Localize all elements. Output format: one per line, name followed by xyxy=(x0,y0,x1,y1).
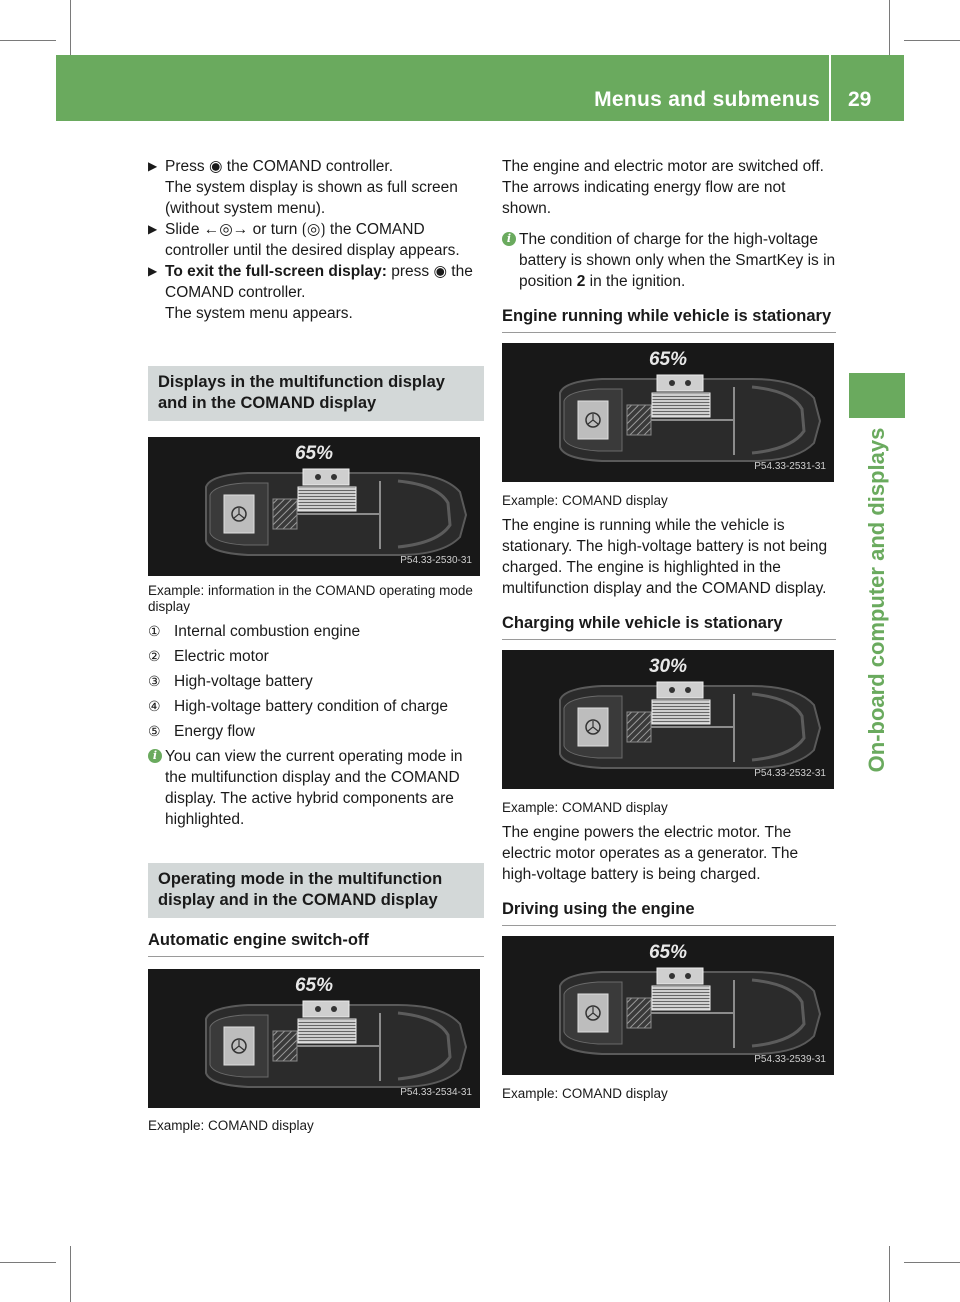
step-arrow-icon: ▶ xyxy=(148,264,158,278)
crop-mark xyxy=(904,1262,960,1263)
controller-slide-icon: ←◎→ xyxy=(203,221,249,238)
crop-mark xyxy=(70,1246,71,1302)
crop-mark xyxy=(904,40,960,41)
instruction-step: ▶ Slide ←◎→ or turn ⟮◎⟯ the COMAND controller until the desired display appears. xyxy=(148,221,460,259)
info-icon: i xyxy=(502,232,516,246)
figure-caption: Example: COMAND display xyxy=(148,1118,314,1133)
info-icon: i xyxy=(148,749,162,763)
section-heading: Displays in the multifunction display and in the COMAND display xyxy=(148,366,484,421)
step-result: The system display is shown as full screen (without system menu). xyxy=(165,179,458,217)
controller-turn-icon: ⟮◎⟯ xyxy=(301,221,326,238)
legend-item: ④ High-voltage battery condition of charge xyxy=(148,698,448,715)
legend-item: ⑤ Energy flow xyxy=(148,723,255,740)
charge-percentage: 65% xyxy=(294,443,334,464)
figure-caption: Example: information in the COMAND operating mode display xyxy=(148,583,473,614)
controller-press-icon: ◉ xyxy=(433,263,447,280)
subheading: Charging while vehicle is stationary xyxy=(502,613,836,640)
subheading: Engine running while vehicle is stationary xyxy=(502,306,836,333)
figure-caption: Example: COMAND display xyxy=(502,493,668,508)
energy-flow-figure xyxy=(502,343,834,482)
right-column xyxy=(502,156,836,1102)
step-result: The system menu appears. xyxy=(165,305,353,322)
subheading: Automatic engine switch-off xyxy=(148,930,484,957)
step-arrow-icon: ▶ xyxy=(148,159,158,173)
body-paragraph: The engine and electric motor are switched off. The arrows indicating energy flow are not shown. xyxy=(502,158,824,217)
page-title: Menus and submenus xyxy=(594,88,820,111)
crop-mark xyxy=(0,40,56,41)
charge-percentage: 65% xyxy=(648,942,688,963)
figure-code: P54.33-2532-31 xyxy=(754,768,826,779)
info-note: i You can view the current operating mode in the multifunction display and the COMAND display. The active hybrid components are highlighted. xyxy=(148,746,484,830)
page-number: 29 xyxy=(848,88,872,111)
step-arrow-icon: ▶ xyxy=(148,222,158,236)
figure-code: P54.33-2531-31 xyxy=(754,461,826,472)
figure-code: P54.33-2530-31 xyxy=(400,555,472,566)
controller-press-icon: ◉ xyxy=(208,158,223,175)
crop-mark xyxy=(0,1262,56,1263)
side-tab xyxy=(849,420,905,780)
figure-code: P54.33-2539-31 xyxy=(754,1054,826,1065)
crop-mark xyxy=(889,1246,890,1302)
info-note: i The condition of charge for the high-voltage battery is shown only when the SmartKey is in position 2 in the ignition. xyxy=(502,229,836,292)
instruction-step: ▶ Press ◉ the COMAND controller. The system display is shown as full screen (without system menu). xyxy=(148,156,484,219)
energy-flow-figure xyxy=(148,969,480,1108)
crop-mark xyxy=(70,0,71,56)
section-heading: Operating mode in the multifunction display and in the COMAND display xyxy=(148,863,484,918)
body-paragraph: The engine powers the electric motor. The electric motor operates as a generator. The high-voltage battery is being charged. xyxy=(502,824,799,883)
figure-caption: Example: COMAND display xyxy=(502,800,668,815)
subheading: Driving using the engine xyxy=(502,899,836,926)
legend-item: ② Electric motor xyxy=(148,648,269,665)
legend-item: ③ High-voltage battery xyxy=(148,673,313,690)
side-tab-block xyxy=(849,373,905,418)
legend-list xyxy=(148,621,484,742)
charge-percentage: 65% xyxy=(648,349,688,370)
charge-percentage: 30% xyxy=(648,656,688,677)
crop-mark xyxy=(889,0,890,56)
charge-percentage: 65% xyxy=(294,975,334,996)
energy-flow-figure xyxy=(148,437,480,576)
energy-flow-figure xyxy=(502,936,834,1075)
figure-code: P54.33-2534-31 xyxy=(400,1087,472,1098)
side-tab-label: On-board computer and displays xyxy=(864,427,889,773)
header-divider xyxy=(829,55,831,121)
body-paragraph: The engine is running while the vehicle is stationary. The high-voltage battery is not being charged. The engine is highlighted in the multifunction display and the COMAND display. xyxy=(502,517,828,597)
energy-flow-figure xyxy=(502,650,834,789)
instruction-step: ▶ To exit the full-screen display: press ◉ the COMAND controller. The system menu appears. xyxy=(148,261,484,324)
legend-item: ① Internal combustion engine xyxy=(148,623,361,640)
figure-caption: Example: COMAND display xyxy=(502,1086,668,1101)
left-column xyxy=(148,156,484,1134)
